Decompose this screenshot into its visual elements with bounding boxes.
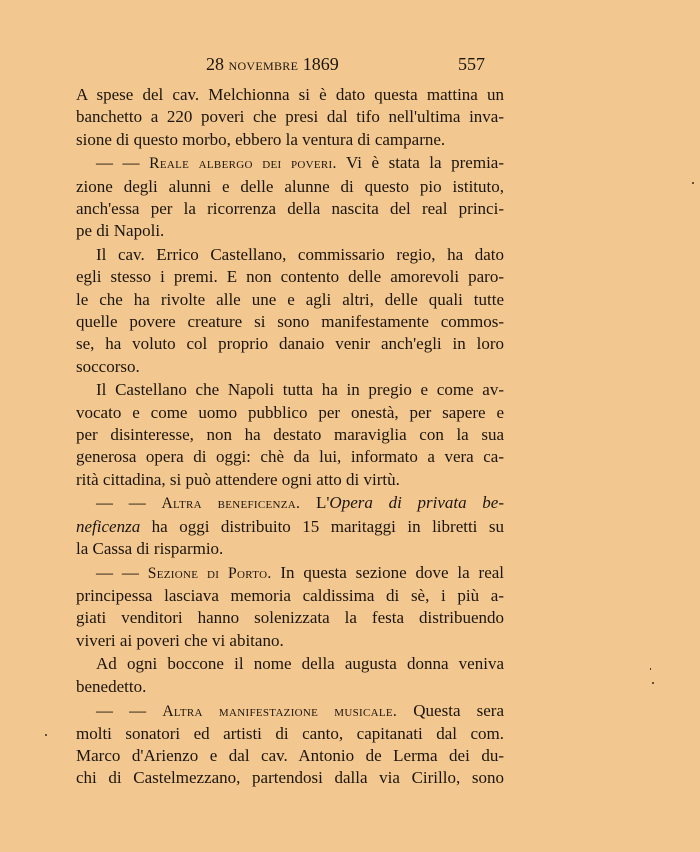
paragraph-banchetto <box>76 84 504 151</box>
section-dash: — — <box>96 153 140 173</box>
text-line: giati venditori hanno solenizzata la festa distribuendo <box>76 608 504 628</box>
text-line: Il Castellano che Napoli tutta ha in pregio e come av- <box>96 380 504 400</box>
text-line: benedetto. <box>76 676 147 696</box>
text-line: generosa opera di oggi: chè da lui, informato a vera ca- <box>76 447 504 467</box>
text-line: per disinteresse, non ha destato maraviglia con la sua <box>76 424 504 444</box>
header-date <box>206 54 339 75</box>
text-line: sione di questo morbo, ebbero la ventura di camparne. <box>76 129 446 149</box>
italic-title: Opera di privata be- <box>329 493 505 513</box>
italic-title: neficenza <box>76 516 141 536</box>
line-rest: ha oggi distribuito 15 maritaggi in libretti su <box>140 516 504 536</box>
paragraph-sezione-porto <box>76 562 504 652</box>
text-line: banchetto a 220 poveri che presi dal tifo nell'ultima inva- <box>76 107 504 127</box>
text-line: le che ha rivolte alle une e agli altri, delle quali tutte <box>76 289 504 309</box>
text-line: principessa lasciava memoria caldissima di sè, i più a- <box>76 586 504 606</box>
paper-speck <box>650 668 651 670</box>
text-line: anch'essa per la ricorrenza della nascita del real princi- <box>76 198 504 218</box>
text-line <box>76 152 504 175</box>
text-line <box>76 492 504 515</box>
section-heading: Reale albergo dei poveri. <box>149 155 337 173</box>
text-line: pe di Napoli. <box>76 221 165 241</box>
text-line <box>76 516 504 538</box>
paper-speck <box>45 734 47 736</box>
line-rest: Questa sera <box>397 700 505 720</box>
text-line <box>76 700 504 723</box>
text-line: vocato e come uomo pubblico per onestà, per sapere e <box>76 402 504 422</box>
text-line <box>76 562 504 585</box>
text-line: rità cittadina, si può attendere ogni atto di virtù. <box>76 469 400 489</box>
text-line: Il cav. Errico Castellano, commissario regio, ha dato <box>96 245 504 265</box>
text-line: Marco d'Arienzo e dal cav. Antonio de Lerma dei du- <box>76 746 504 766</box>
text-line: quelle povere creature si sono manifestamente commos- <box>76 311 504 331</box>
line-rest: L' <box>300 493 330 513</box>
text-line: Ad ogni boccone il nome della augusta donna veniva <box>96 654 504 674</box>
paper-speck <box>652 682 654 684</box>
date-month: novembre <box>228 55 299 74</box>
text-line: zione degli alunni e delle alunne di questo pio istituto, <box>76 176 504 196</box>
text-line: se, ha voluto col proprio danaio venir anch'egli in loro <box>76 334 504 354</box>
paragraph-castellano-premi <box>76 244 504 378</box>
paper-speck <box>692 182 694 184</box>
page-body <box>76 84 504 791</box>
text-line: chi di Castelmezzano, partendosi dalla via Cirillo, sono <box>76 768 504 788</box>
text-line: viveri ai poveri che vi abitano. <box>76 630 284 650</box>
section-heading: Altra manifestazione musicale. <box>162 702 398 720</box>
text-line: molti sonatori ed artisti di canto, capitanati dal com. <box>76 723 504 743</box>
text-line: soccorso. <box>76 356 140 376</box>
line-rest: In questa sezione dove la real <box>271 562 505 582</box>
paragraph-altra-beneficenza <box>76 492 504 560</box>
text-line: la Cassa di risparmio. <box>76 538 224 558</box>
text-line: A spese del cav. Melchionna si è dato questa mattina un <box>76 85 504 104</box>
section-dash: — — <box>96 493 146 513</box>
paragraph-castellano-pregio <box>76 379 504 490</box>
page-number: 557 <box>458 54 485 74</box>
section-dash: — — <box>96 562 139 582</box>
date-day: 28 <box>206 54 224 74</box>
date-year: 1869 <box>302 54 339 74</box>
text-line: egli stesso i premi. E non contento delle amorevoli paro- <box>76 267 504 287</box>
section-heading: Sezione di Porto. <box>147 564 272 582</box>
paragraph-augusta-donna <box>76 653 504 698</box>
section-heading: Altra beneficenza. <box>161 495 301 513</box>
line-rest: Vi è stata la premia- <box>336 153 504 173</box>
running-header <box>76 54 504 78</box>
section-dash: — — <box>96 700 147 720</box>
paragraph-manifestazione-musicale <box>76 700 504 790</box>
paragraph-reale-albergo <box>76 152 504 242</box>
